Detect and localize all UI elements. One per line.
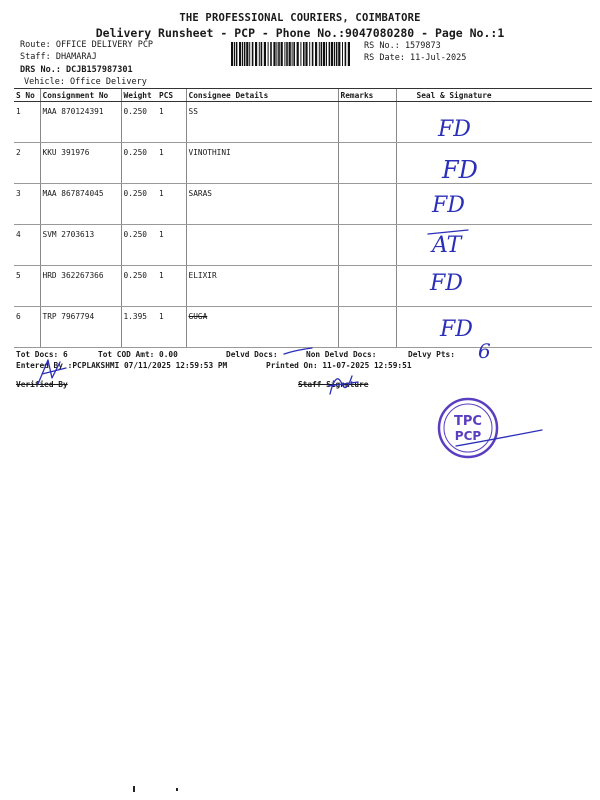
scan-speck: [133, 786, 135, 792]
scan-speck: [176, 788, 178, 791]
verified-by-label: Verified By: [16, 380, 68, 389]
header-left: [20, 40, 153, 88]
row-consignment-no: TRP 7967794: [40, 307, 121, 348]
barcode-bar: [293, 42, 295, 66]
col-header-sno: S No: [14, 89, 40, 102]
barcode-bar: [300, 42, 301, 66]
row-weight: 0.250: [121, 143, 157, 184]
barcode-bar: [321, 42, 323, 66]
barcode-image: [230, 42, 352, 66]
row-pcs: 1: [157, 225, 186, 266]
barcode-bar: [329, 42, 331, 66]
total-cod-amount: Tot COD Amt: 0.00: [98, 350, 178, 359]
drs-number: DRS No.: DCJB157987301: [20, 65, 133, 75]
delivered-docs-handwritten-stroke: [270, 338, 320, 358]
staff-signature-label: Staff Signature: [298, 380, 369, 389]
row-remarks: [338, 143, 396, 184]
row-consignment-no: HRD 362267366: [40, 266, 121, 307]
row-sno: 3: [14, 184, 40, 225]
barcode-bar: [286, 42, 288, 66]
row-weight: 0.250: [121, 184, 157, 225]
col-header-weight: Weight: [121, 89, 157, 102]
row-weight: 0.250: [121, 102, 157, 143]
company-title: THE PROFESSIONAL COURIERS, COIMBATORE: [179, 12, 421, 24]
delivery-points: Delvy Pts:: [408, 350, 455, 359]
row-consignee: ELIXIR: [186, 266, 338, 307]
row-consignment-no: KKU 391976: [40, 143, 121, 184]
row-sno: 5: [14, 266, 40, 307]
barcode-bar: [338, 42, 340, 66]
row-consignee: SARAS: [186, 184, 338, 225]
row-weight: 0.250: [121, 225, 157, 266]
row-consignment-no: MAA 870124391: [40, 102, 121, 143]
delivery-points-handwritten-value: [474, 338, 504, 364]
svg-text:TPC: TPC: [454, 414, 482, 429]
col-header-consignee: Consignee Details: [186, 89, 338, 102]
barcode-bar: [244, 42, 246, 66]
header-right: [364, 40, 466, 64]
entered-by: Entered By :PCPLAKSHMI 07/11/2025 12:59:53 PM: [16, 361, 228, 370]
row-sno: 4: [14, 225, 40, 266]
row-remarks: [338, 266, 396, 307]
barcode-bar: [249, 42, 250, 66]
seal-mark-row-6: FD: [440, 317, 473, 342]
barcode-bar: [331, 42, 333, 66]
barcode-bar: [305, 42, 307, 66]
row-remarks: [338, 184, 396, 225]
row-sno: 1: [14, 102, 40, 143]
verified-signature-scribble: [32, 354, 72, 388]
row-remarks: [338, 225, 396, 266]
barcode-bar: [319, 42, 320, 66]
company-stamp: [430, 392, 560, 468]
row-weight: 0.250: [121, 266, 157, 307]
barcode-bar: [278, 42, 280, 66]
barcode-bar: [334, 42, 335, 66]
total-docs: Tot Docs: 6: [16, 350, 68, 359]
col-header-pcs: PCS: [157, 89, 186, 102]
route-line: Route: OFFICE DELIVERY PCP: [20, 40, 154, 50]
row-consignment-no: SVM 2703613: [40, 225, 121, 266]
row-remarks: [338, 102, 396, 143]
row-remarks: [338, 307, 396, 348]
barcode-bar: [231, 42, 233, 66]
barcode-bar: [234, 42, 235, 66]
seal-mark-row-4: AT: [432, 233, 462, 258]
barcode-bar: [281, 42, 283, 66]
col-header-remarks: Remarks: [338, 89, 396, 102]
non-delivered-docs: Non Delvd Docs:: [306, 350, 377, 359]
row-consignee: [186, 225, 338, 266]
staff-signature-scribble: [322, 366, 362, 400]
barcode-bar: [289, 42, 291, 66]
printed-on: Printed On: 11-07-2025 12:59:51: [266, 361, 412, 370]
row-sno: 6: [14, 307, 40, 348]
row-consignee: VINOTHINI: [186, 143, 338, 184]
col-header-consignment: Consignment No: [40, 89, 121, 102]
barcode-bar: [273, 42, 275, 66]
barcode-bar: [276, 42, 277, 66]
barcode-bar: [323, 42, 325, 66]
col-header-seal: Seal & Signature: [396, 89, 592, 102]
barcode-bar: [345, 42, 347, 66]
seal-mark-row-5: FD: [430, 271, 463, 296]
row-pcs: 1: [157, 307, 186, 348]
barcode-bar: [259, 42, 260, 66]
barcode-bar: [270, 42, 272, 66]
barcode-bar: [315, 42, 317, 66]
barcode-bar: [255, 42, 257, 66]
seal-mark-row-3: FD: [432, 193, 465, 218]
svg-text:PCP: PCP: [454, 429, 482, 443]
barcode-bar: [348, 42, 350, 66]
svg-text:6: 6: [478, 339, 491, 363]
barcode-bar: [236, 42, 238, 66]
barcode-bar: [239, 42, 241, 66]
barcode-bar: [312, 42, 314, 66]
barcode-bar: [342, 42, 343, 66]
barcode-bar: [309, 42, 310, 66]
barcode-bar: [326, 42, 327, 66]
barcode-bar: [246, 42, 248, 66]
seal-mark-row-1: FD: [438, 117, 471, 142]
runsheet-subtitle: Delivery Runsheet - PCP - Phone No.:9047080280 - Page No.:1: [95, 26, 505, 40]
barcode-bar: [292, 42, 293, 66]
barcode-bar: [268, 42, 269, 66]
row-pcs: 1: [157, 102, 186, 143]
barcode-bar: [284, 42, 285, 66]
vehicle-line: Vehicle: Office Delivery: [24, 76, 147, 87]
delivered-docs: Delvd Docs:: [226, 350, 278, 359]
row-sno: 2: [14, 143, 40, 184]
row-pcs: 1: [157, 143, 186, 184]
barcode-bar: [252, 42, 254, 66]
row-consignment-no: MAA 867874045: [40, 184, 121, 225]
row-consignee: SS: [186, 102, 338, 143]
barcode-bar: [303, 42, 305, 66]
barcode-bar: [297, 42, 299, 66]
staff-line: Staff: DHAMARAJ: [20, 51, 97, 62]
row-pcs: 1: [157, 266, 186, 307]
row-weight: 1.395: [121, 307, 157, 348]
seal-mark-row-2: FD: [442, 156, 478, 184]
rs-number: RS No.: 1579873: [364, 41, 441, 51]
barcode-bar: [242, 42, 243, 66]
barcode-bar: [264, 42, 266, 66]
row-pcs: 1: [157, 184, 186, 225]
handwritten-marks: [420, 100, 530, 350]
rs-date: RS Date: 11-Jul-2025: [364, 53, 467, 63]
barcode-bar: [261, 42, 263, 66]
barcode-bar: [336, 42, 338, 66]
row-consignee: GUGA: [186, 307, 338, 348]
